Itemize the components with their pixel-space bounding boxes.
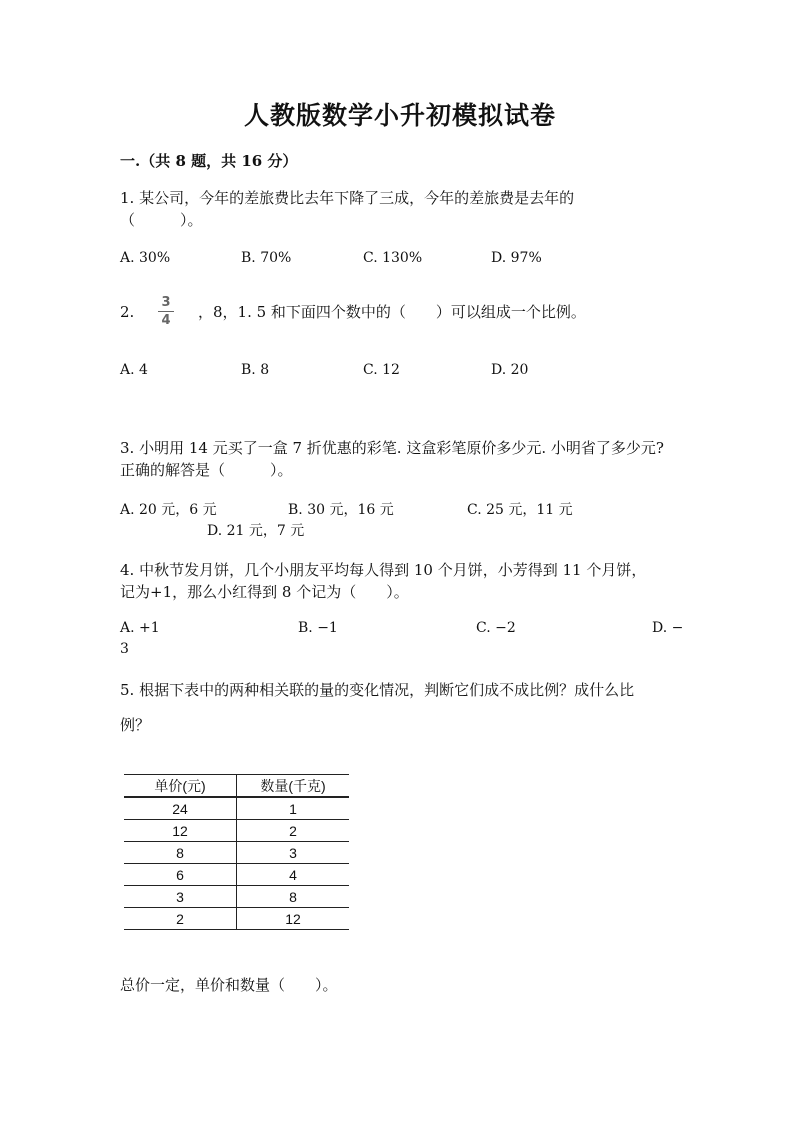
question-2-number: 2. <box>120 303 135 321</box>
table-cell: 12 <box>124 820 237 842</box>
table-cell: 2 <box>237 820 350 842</box>
table-cell: 1 <box>237 797 350 820</box>
question-3-text: 3. 小明用 14 元买了一盒 7 折优惠的彩笔. 这盒彩笔原价多少元. 小明省了多少元? <box>120 439 664 457</box>
table-cell: 6 <box>124 864 237 886</box>
question-4-option-d-cont: 3 <box>120 641 129 657</box>
table-row <box>124 820 349 842</box>
question-4-option-b: B. −1 <box>298 620 338 636</box>
question-4-text: 4. 中秋节发月饼，几个小朋友平均每人得到 10 个月饼，小芳得到 11 个月饼， <box>120 561 647 579</box>
question-4-option-c: C. −2 <box>476 620 516 636</box>
page-title: 人教版数学小升初模拟试卷 <box>243 101 556 130</box>
table-cell: 8 <box>124 842 237 864</box>
question-5-text: 5. 根据下表中的两种相关联的量的变化情况，判断它们成不成比例？成什么比 <box>120 681 635 699</box>
section-heading: 一.（共 8 题，共 16 分） <box>120 152 298 170</box>
table-header-row <box>124 775 349 798</box>
question-4-option-a: A. +1 <box>120 620 160 636</box>
fraction-numerator: 3 <box>161 295 171 310</box>
table-header-quantity: 数量(千克) <box>237 775 350 798</box>
question-5-subquestion: 总价一定，单价和数量（ ）。 <box>120 976 338 994</box>
question-3-option-c: C. 25 元，11 元 <box>467 502 573 518</box>
question-4-text-cont: 记为+1，那么小红得到 8 个记为（ ）。 <box>120 583 409 601</box>
table-cell: 12 <box>237 908 350 930</box>
fraction-three-quarters <box>158 295 174 328</box>
question-1-text-cont: （ ）。 <box>120 211 203 229</box>
table-cell: 8 <box>237 886 350 908</box>
question-3-option-a: A. 20 元，6 元 <box>120 502 217 518</box>
question-3-option-b: B. 30 元，16 元 <box>288 502 394 518</box>
question-1-option-a: A. 30% <box>120 250 171 266</box>
question-5-text-cont: 例？ <box>120 716 151 734</box>
question-2-option-a: A. 4 <box>120 362 148 378</box>
table-row <box>124 864 349 886</box>
table-row <box>124 842 349 864</box>
question-1-option-c: C. 130% <box>363 250 423 266</box>
question-4-option-d: D. − <box>652 620 684 636</box>
table-cell: 3 <box>237 842 350 864</box>
fraction-bar <box>158 311 174 312</box>
table-cell: 24 <box>124 797 237 820</box>
data-table <box>124 774 349 930</box>
question-3-text-cont: 正确的解答是（ ）。 <box>120 461 293 479</box>
question-2-text: ，8，1. 5 和下面四个数中的（ ）可以组成一个比例。 <box>198 303 586 321</box>
table-cell: 2 <box>124 908 237 930</box>
fraction-denominator: 4 <box>161 313 171 328</box>
question-1-option-d: D. 97% <box>491 250 542 266</box>
table-row <box>124 886 349 908</box>
question-1-text: 1. 某公司，今年的差旅费比去年下降了三成，今年的差旅费是去年的 <box>120 189 575 207</box>
question-2-option-d: D. 20 <box>491 362 529 378</box>
table-header-unit-price: 单价(元) <box>124 775 237 798</box>
question-2-option-c: C. 12 <box>363 362 400 378</box>
question-3-option-d: D. 21 元，7 元 <box>207 523 305 539</box>
question-2-option-b: B. 8 <box>241 362 270 378</box>
table-row <box>124 797 349 820</box>
table-row <box>124 908 349 930</box>
question-1-option-b: B. 70% <box>241 250 292 266</box>
table-cell: 3 <box>124 886 237 908</box>
table-cell: 4 <box>237 864 350 886</box>
